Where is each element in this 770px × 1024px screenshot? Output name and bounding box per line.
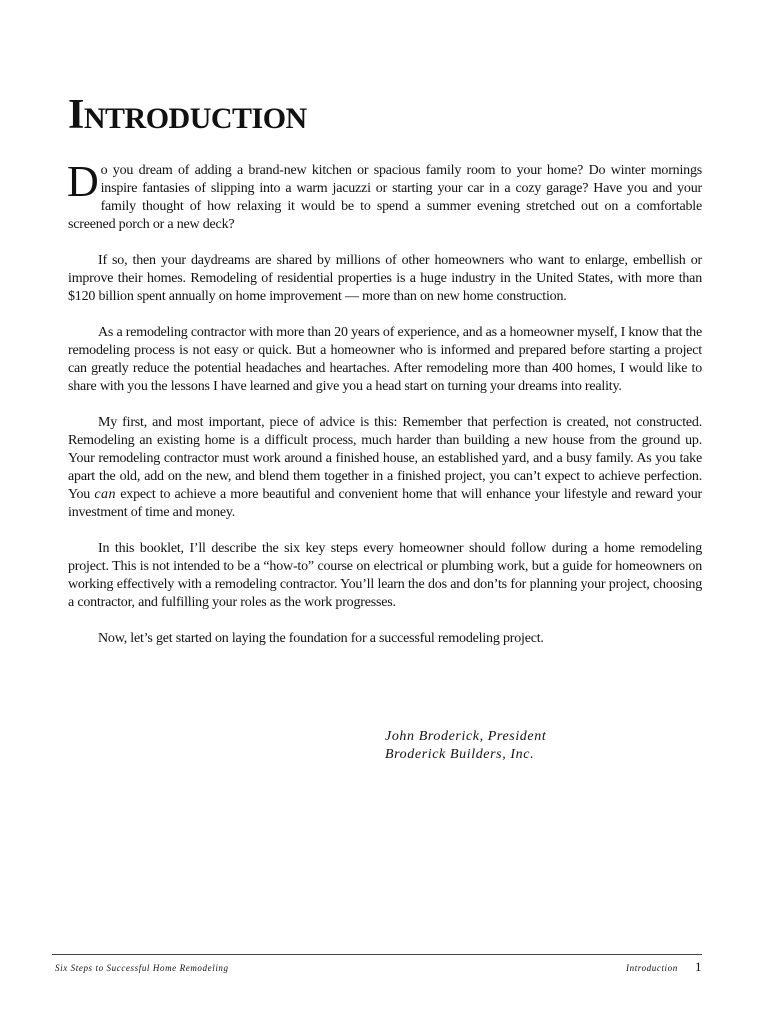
title-rest: NTRODUCTION — [83, 102, 307, 135]
footer-section-name: Introduction — [626, 963, 678, 973]
paragraph-5: In this booklet, I’ll describe the six key steps every homeowner should follow during a home remodeling project. This is not intended to be a “how-to” course on electrical or plumbing work, but a guide for homeowners on working effectively with a remodeling contractor. You’ll learn the dos and don’ts for planning your project, choosing a contractor, and fulfilling your roles as the work progresses. — [68, 541, 702, 610]
page-title — [68, 94, 307, 136]
paragraph-1 — [67, 157, 702, 234]
footer-book-title: Six Steps to Successful Home Remodeling — [55, 963, 229, 973]
paragraph-2: If so, then your daydreams are shared by millions of other homeowners who want to enlarge, embellish or improve their homes. Remodeling of residential properties is a huge industry in the United States, with more than $120 billion spent annually on home improvement — more than on new home construction. — [68, 253, 702, 304]
paragraph-6: Now, let’s get started on laying the foundation for a successful remodeling project. — [98, 631, 544, 646]
signature-company: Broderick Builders, Inc. — [385, 747, 535, 762]
page-number: 1 — [695, 959, 702, 974]
paragraph-4-emphasis: can — [94, 487, 117, 502]
paragraph-1-text: o you dream of adding a brand-new kitchen or spacious family room to your home? Do winter mornings inspire fantasies of slipping into a warm jacuzzi or starting your car in a cozy garage? Have you and your family thought of how relaxing it would be to spend a summer evening stretched out on a comfortable screened porch or a new deck? — [68, 163, 702, 232]
paragraph-4-before: My first, and most important, piece of advice is this: Remember that perfection is created, not constructed. Remodeling an existing home is a difficult process, much harder than building a new house from the ground up. Your remodeling contractor must work around a finished house, an established yard, and a busy family. As you take apart the old, add on the new, and blend them together in a finished project, you can’t expect to achieve perfection. You — [68, 415, 702, 502]
body-text — [67, 157, 702, 666]
signature-block — [385, 728, 546, 764]
drop-cap: D — [67, 157, 99, 206]
signature-name: John Broderick, President — [385, 729, 547, 744]
title-capital: I — [68, 92, 84, 138]
footer-divider — [52, 954, 702, 955]
paragraph-3: As a remodeling contractor with more than 20 years of experience, and as a homeowner myself, I know that the remodeling process is not easy or quick. But a homeowner who is informed and prepared before starting a project can greatly reduce the potential headaches and heartaches. After remodeling more than 400 homes, I would like to share with you the lessons I have learned and give you a head start on turning your dreams into reality. — [68, 325, 702, 394]
paragraph-4-after: expect to achieve a more beautiful and convenient home that will enhance your lifestyle and reward your investment of time and money. — [68, 487, 702, 520]
paragraph-4 — [68, 414, 702, 522]
